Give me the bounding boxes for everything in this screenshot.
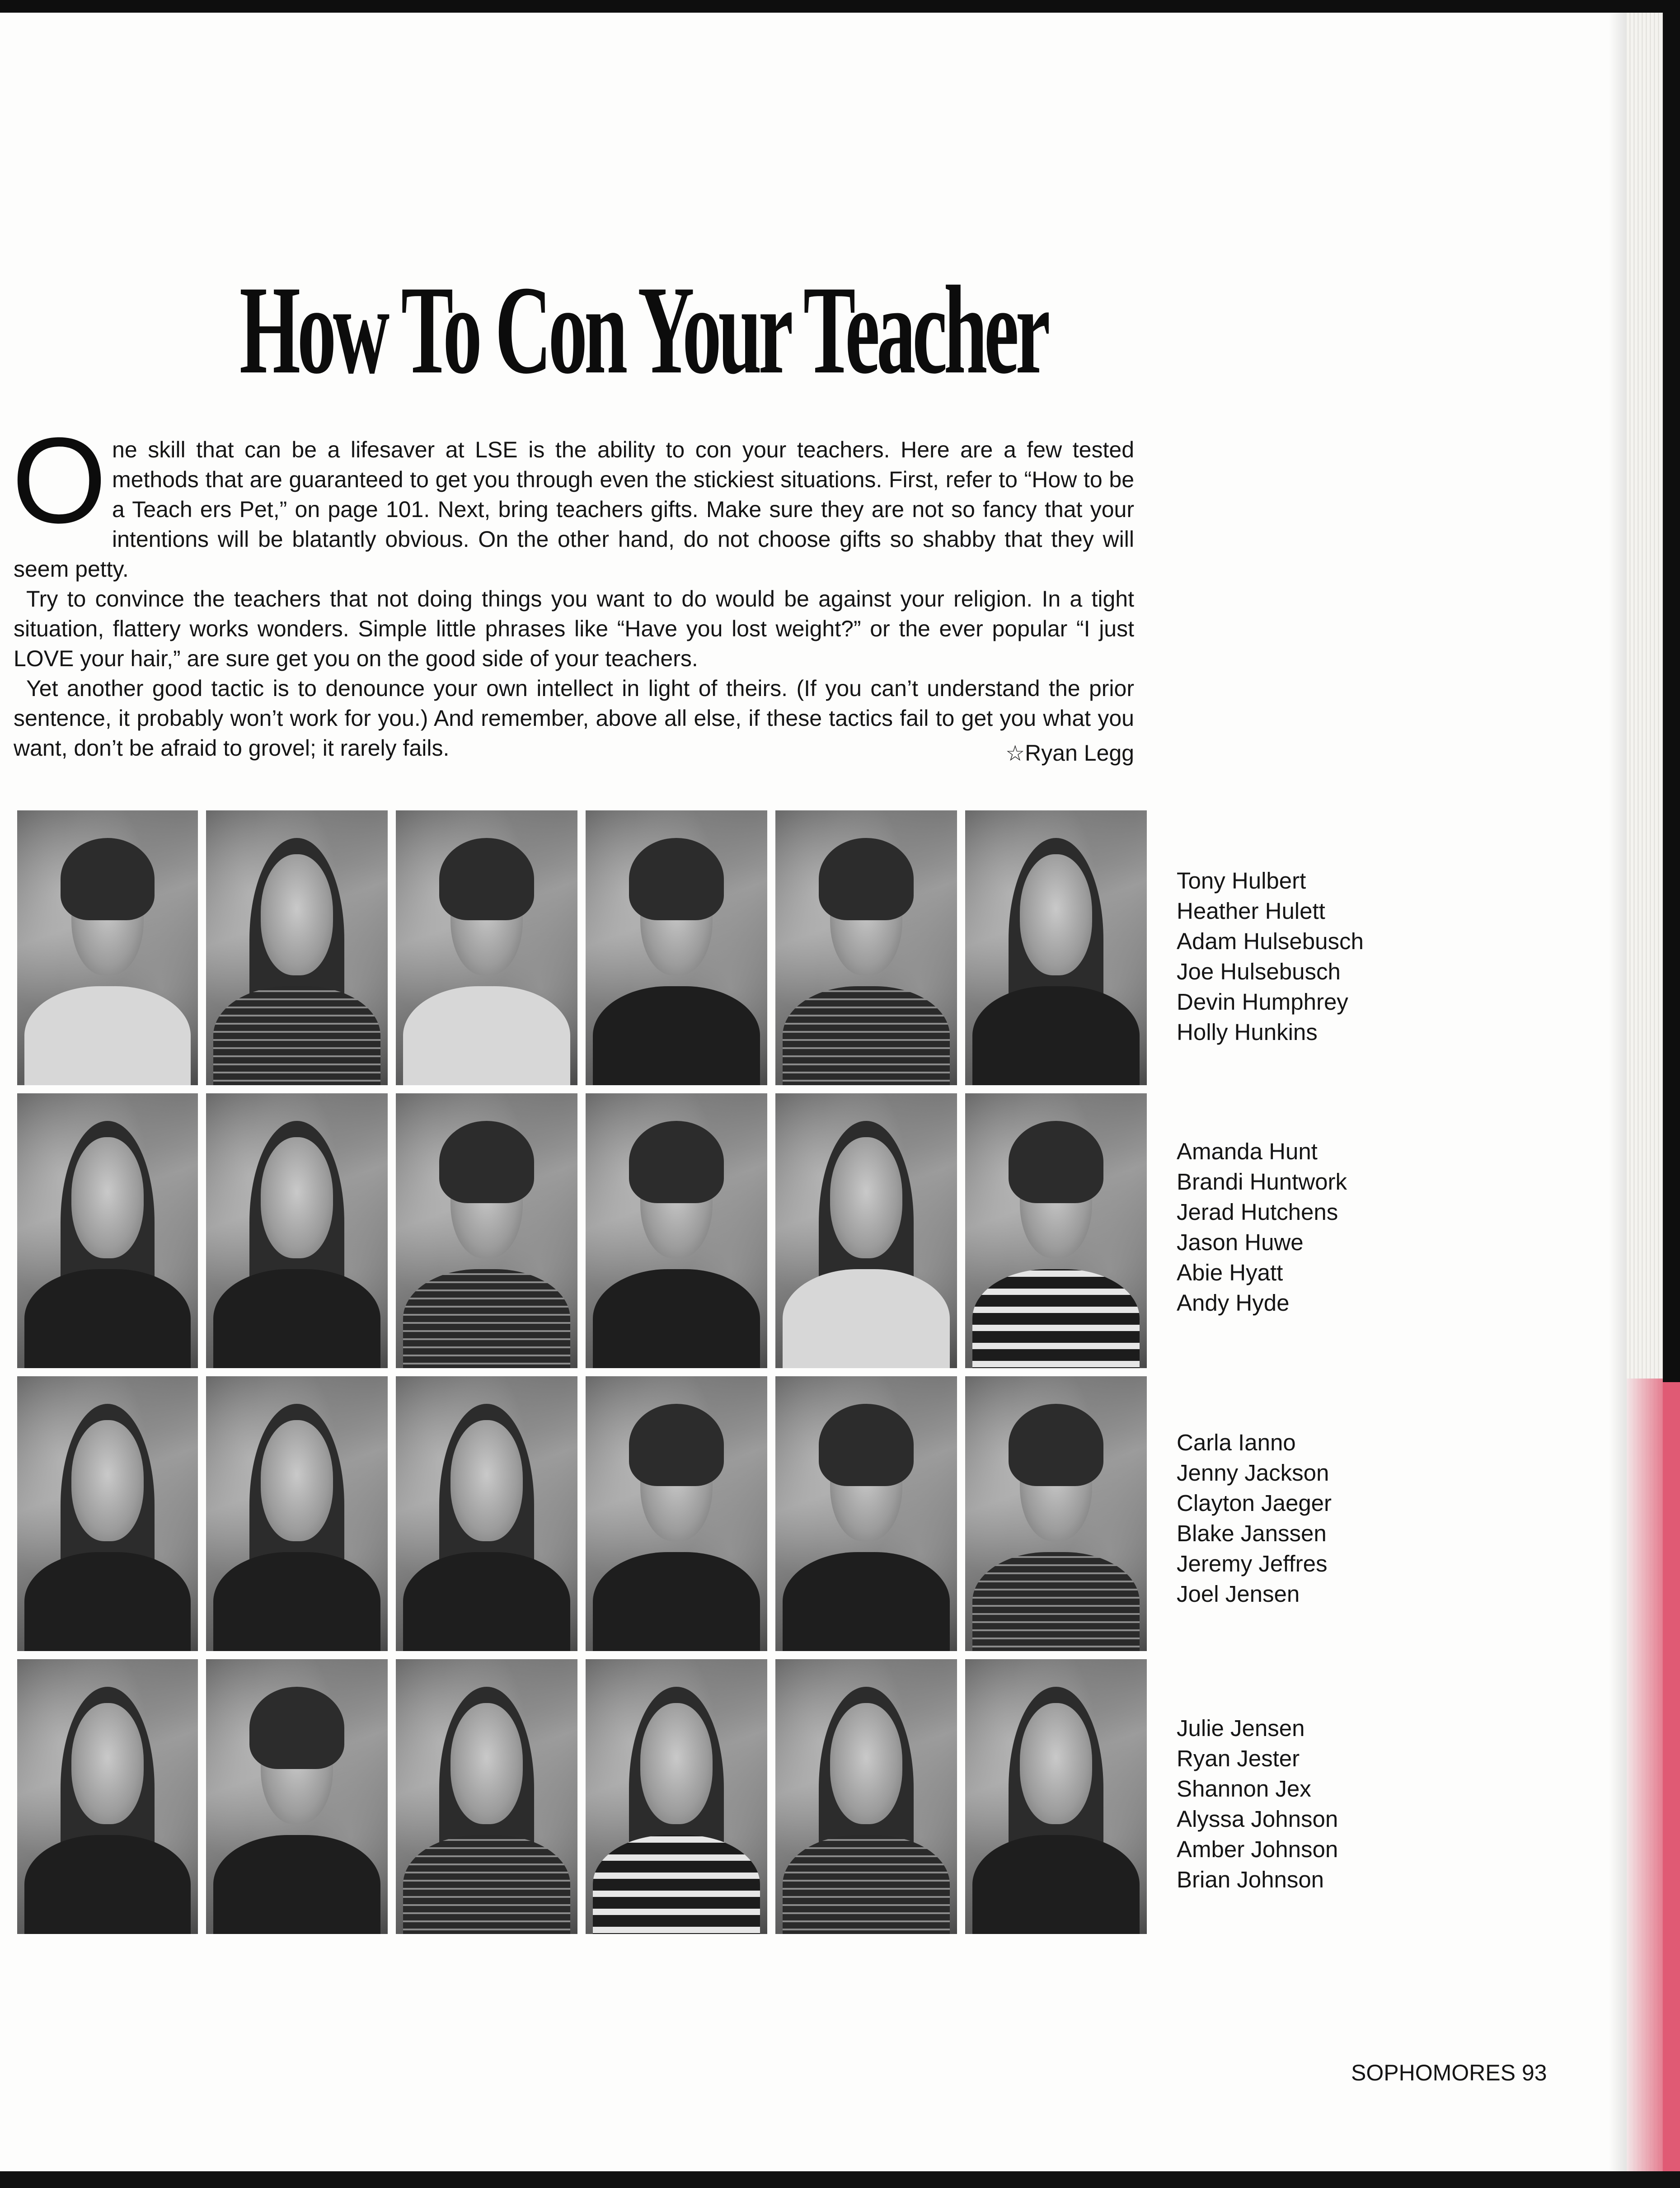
- book-page-edge-tint: [1627, 1379, 1663, 2171]
- student-name: Alyssa Johnson: [1177, 1806, 1338, 1832]
- portrait-photo: [775, 1659, 957, 1934]
- portrait-photo: [396, 1376, 577, 1651]
- article-paragraph-3: Yet another good tactic is to denounce your own intellect in light of theirs. (If you can’t understand the prior sentence, it probably won’t work for you.) And remember, above all else, if these tactics fail to get you what you want, don’t be afraid to grovel; it rarely fails.: [14, 676, 1134, 761]
- article-paragraph-1-text: ne skill that can be a lifesaver at LSE is the ability to con your teachers. Here are a few tested methods that are guaranteed to get you through even the stickiest situations. First, refer to “How to be a Teach ers Pet,” on page 101. Next, bring teachers gifts. Make sure they are not so fancy that your intentions will be blatantly obvious. On the other hand, do not choose gifts so shabby that they will seem petty.: [14, 437, 1134, 582]
- name-list-row-3: [1177, 1427, 1332, 1609]
- student-name: Joel Jensen: [1177, 1581, 1300, 1607]
- student-name: Devin Humphrey: [1177, 989, 1348, 1015]
- student-name: Andy Hyde: [1177, 1290, 1290, 1316]
- portrait-photo: [206, 1376, 388, 1651]
- student-name: Amber Johnson: [1177, 1836, 1338, 1862]
- student-name: Brandi Huntwork: [1177, 1169, 1347, 1195]
- student-name: Amanda Hunt: [1177, 1139, 1318, 1164]
- scan-bottom-border: [0, 2171, 1680, 2188]
- portrait-photo: [775, 810, 957, 1085]
- portrait-photo: [586, 1659, 767, 1934]
- student-name: Abie Hyatt: [1177, 1260, 1283, 1285]
- portrait-photo: [206, 1659, 388, 1934]
- portrait-photo: [586, 1376, 767, 1651]
- portrait-photo: [965, 810, 1147, 1085]
- student-name: Jerad Hutchens: [1177, 1199, 1338, 1225]
- student-name: Ryan Jester: [1177, 1746, 1300, 1771]
- star-outline-icon: ☆: [1005, 742, 1025, 766]
- student-name: Adam Hulsebusch: [1177, 928, 1364, 954]
- student-name: Holly Hunkins: [1177, 1019, 1318, 1045]
- portrait-photo: [396, 1093, 577, 1368]
- name-list-row-1: [1177, 866, 1364, 1047]
- portrait-photo: [17, 810, 198, 1085]
- student-name: Carla Ianno: [1177, 1430, 1296, 1455]
- portrait-grid: [17, 810, 1153, 1940]
- student-name: Jeremy Jeffres: [1177, 1551, 1328, 1576]
- student-name: Julie Jensen: [1177, 1715, 1305, 1741]
- scan-right-border: [1663, 13, 1680, 1382]
- portrait-photo: [965, 1376, 1147, 1651]
- portrait-photo: [586, 1093, 767, 1368]
- portrait-photo: [775, 1093, 957, 1368]
- portrait-photo: [17, 1376, 198, 1651]
- student-name: Brian Johnson: [1177, 1867, 1324, 1892]
- student-name: Tony Hulbert: [1177, 868, 1306, 894]
- byline-author: Ryan Legg: [1025, 740, 1134, 766]
- portrait-photo: [206, 1093, 388, 1368]
- portrait-photo: [17, 1093, 198, 1368]
- student-name: Blake Janssen: [1177, 1520, 1327, 1546]
- student-name: Shannon Jex: [1177, 1776, 1311, 1802]
- article-byline: [994, 739, 1134, 767]
- student-name: Joe Hulsebusch: [1177, 959, 1341, 984]
- scan-right-border-tinted: [1663, 1382, 1680, 2171]
- portrait-photo: [965, 1659, 1147, 1934]
- name-list-row-2: [1177, 1136, 1347, 1318]
- scan-top-border: [0, 0, 1680, 13]
- article-paragraph-2: Try to convince the teachers that not doing things you want to do would be against your religion. In a tight situation, flattery works wonders. Simple little phrases like “Have you lost weight?” or the ever popular “I just LOVE your hair,” are sure get you on the good side of your teachers.: [14, 586, 1134, 671]
- section-page-number: SOPHOMORES 93: [1351, 2060, 1547, 2085]
- student-name: Clayton Jaeger: [1177, 1490, 1332, 1516]
- portrait-photo: [586, 810, 767, 1085]
- portrait-photo: [396, 1659, 577, 1934]
- portrait-photo: [965, 1093, 1147, 1368]
- student-name: Jason Huwe: [1177, 1229, 1304, 1255]
- page-title: How To Con Your Teacher: [239, 259, 1047, 400]
- drop-cap: O: [12, 413, 107, 549]
- student-name: Heather Hulett: [1177, 898, 1325, 924]
- student-name: Jenny Jackson: [1177, 1460, 1329, 1486]
- portrait-photo: [206, 810, 388, 1085]
- article-paragraph-1: [12, 413, 1134, 584]
- portrait-photo: [775, 1376, 957, 1651]
- portrait-photo: [396, 810, 577, 1085]
- page-spine-shadow: [1609, 13, 1627, 2171]
- portrait-photo: [17, 1659, 198, 1934]
- article-body: [12, 413, 1134, 763]
- name-list-row-4: [1177, 1713, 1338, 1895]
